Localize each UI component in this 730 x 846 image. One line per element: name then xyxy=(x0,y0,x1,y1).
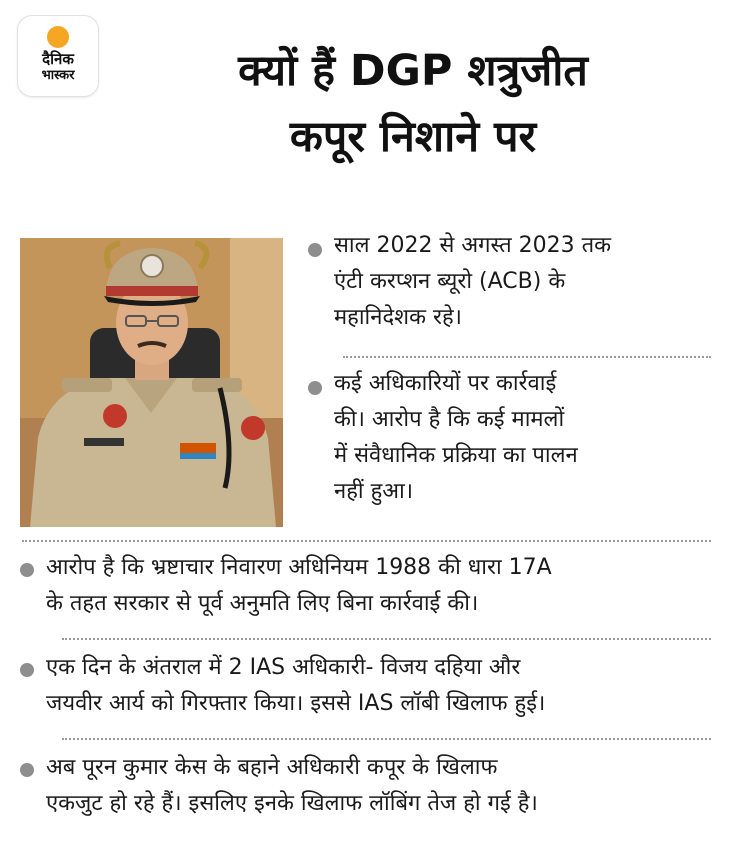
bullet-dot xyxy=(20,563,34,577)
point-3-line: के तहत सरकार से पूर्व अनुमति लिए बिना कार्रवाई की। xyxy=(46,591,479,616)
police-officer-portrait-icon xyxy=(20,238,283,527)
point-3 xyxy=(46,550,552,622)
point-5-line: अब पूरन कुमार केस के बहाने अधिकारी कपूर के खिलाफ xyxy=(46,755,498,780)
point-1-line: साल 2022 से अगस्त 2023 तक xyxy=(334,233,612,258)
point-2-line: में संवैधानिक प्रक्रिया का पालन xyxy=(334,443,578,468)
point-2 xyxy=(334,366,578,510)
separator xyxy=(343,356,711,358)
headline xyxy=(108,38,718,170)
point-5-line: एकजुट हो रहे हैं। इसलिए इनके खिलाफ लॉबिंग तेज हो गई है। xyxy=(46,791,538,816)
point-2-line: नहीं हुआ। xyxy=(334,479,414,504)
officer-photo xyxy=(20,238,283,527)
point-4 xyxy=(46,650,545,722)
point-1-line: महानिदेशक रहे। xyxy=(334,305,462,330)
separator xyxy=(62,638,711,640)
sun-icon xyxy=(47,26,69,48)
point-4-line: एक दिन के अंतराल में 2 IAS अधिकारी- विजय दहिया और xyxy=(46,655,521,680)
bullet-dot xyxy=(308,381,322,395)
point-2-line: की। आरोप है कि कई मामलों xyxy=(334,407,565,432)
point-1-line: एंटी करप्शन ब्यूरो (ACB) के xyxy=(334,269,566,294)
point-5 xyxy=(46,750,538,822)
separator xyxy=(62,738,711,740)
point-2-line: कई अधिकारियों पर कार्रवाई xyxy=(334,371,557,396)
headline-line1: क्यों हैं DGP शत्रुजीत xyxy=(238,46,588,96)
logo-text-line2: भास्कर xyxy=(41,68,75,83)
dainik-bhaskar-logo xyxy=(18,16,98,96)
point-4-line: जयवीर आर्य को गिरफ्तार किया। इससे IAS लॉबी खिलाफ हुई। xyxy=(46,691,546,716)
headline-line2: कपूर निशाने पर xyxy=(289,112,537,162)
logo-text-line1: दैनिक xyxy=(42,50,74,68)
bullet-dot xyxy=(308,243,322,257)
point-3-line: आरोप है कि भ्रष्टाचार निवारण अधिनियम 1988 की धारा 17A xyxy=(46,555,552,580)
bullet-dot xyxy=(20,663,34,677)
separator xyxy=(22,540,711,542)
point-1 xyxy=(334,228,611,336)
bullet-dot xyxy=(20,763,34,777)
